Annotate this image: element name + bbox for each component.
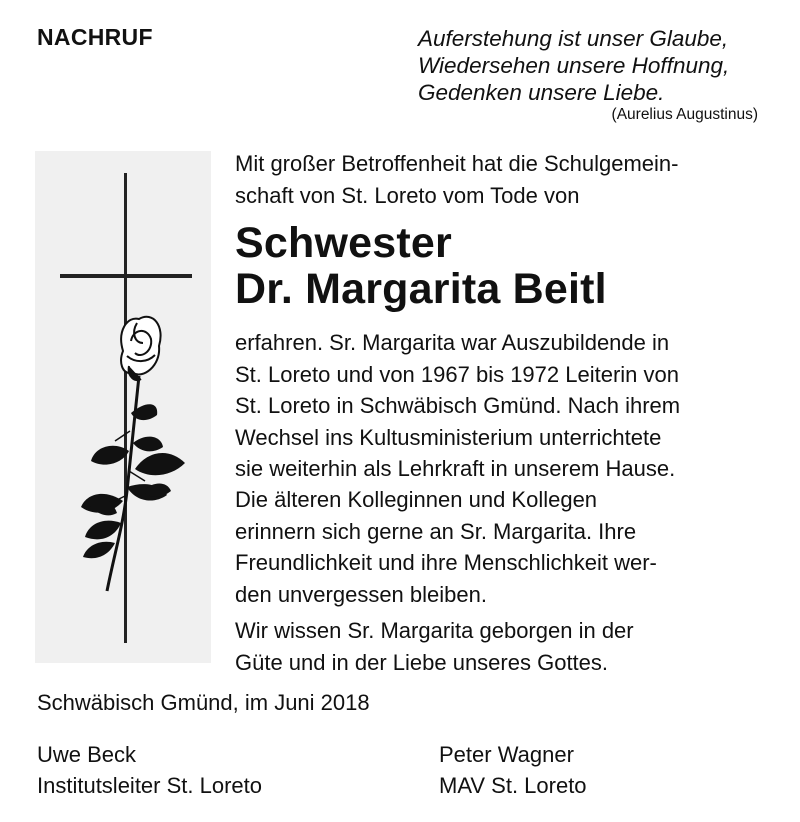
text-line: St. Loreto und von 1967 bis 1972 Leiterin von bbox=[235, 361, 679, 387]
cross-with-rose-icon bbox=[35, 151, 211, 663]
text-line: erinnern sich gerne an Sr. Margarita. Ihre bbox=[235, 518, 637, 544]
text-line: St. Loreto in Schwäbisch Gmünd. Nach ihrem bbox=[235, 393, 681, 418]
quote-source: (Aurelius Augustinus) bbox=[611, 106, 758, 123]
text-line: schaft von St. Loreto vom Tode von bbox=[235, 182, 580, 208]
name-line: Dr. Margarita Beitl bbox=[235, 265, 607, 313]
place-date: Schwäbisch Gmünd, im Juni 2018 bbox=[37, 690, 370, 715]
text-line: Freundlichkeit und ihre Menschlichkeit wer- bbox=[235, 550, 657, 575]
body-paragraph bbox=[235, 484, 765, 610]
quote-line: Wiedersehen unsere Hoffnung, bbox=[418, 53, 730, 78]
text-line: Die älteren Kolleginnen und Kollegen bbox=[235, 487, 598, 512]
text-line: Wechsel ins Kultusministerium unterrichtete bbox=[235, 424, 662, 450]
intro-paragraph bbox=[235, 148, 765, 211]
memorial-image bbox=[35, 151, 211, 663]
signature-role: Institutsleiter St. Loreto bbox=[37, 773, 262, 798]
signature-right bbox=[439, 739, 587, 801]
text-line: erfahren. Sr. Margarita war Auszubildende in bbox=[235, 330, 670, 355]
text-line: Wir wissen Sr. Margarita geborgen in der bbox=[235, 618, 634, 643]
quote-line: Gedenken unsere Liebe. bbox=[418, 80, 665, 105]
signature-left bbox=[37, 739, 262, 801]
page-title: NACHRUF bbox=[37, 24, 153, 50]
quote-line: Auferstehung ist unser Glaube, bbox=[418, 26, 729, 51]
body-paragraph bbox=[235, 615, 765, 678]
quote-block bbox=[418, 25, 758, 106]
name-line: Schwester bbox=[235, 219, 452, 267]
text-line: Güte und in der Liebe unseres Gottes. bbox=[235, 649, 609, 675]
text-line: sie weiterhin als Lehrkraft in unserem Hause. bbox=[235, 456, 676, 481]
text-line: den unvergessen bleiben. bbox=[235, 581, 487, 607]
body-paragraph bbox=[235, 327, 765, 485]
deceased-name bbox=[235, 220, 607, 312]
signature-name: Peter Wagner bbox=[439, 742, 574, 767]
signature-role: MAV St. Loreto bbox=[439, 773, 587, 798]
signature-name: Uwe Beck bbox=[37, 742, 137, 767]
text-line: Mit großer Betroffenheit hat die Schulgemein- bbox=[235, 151, 679, 176]
